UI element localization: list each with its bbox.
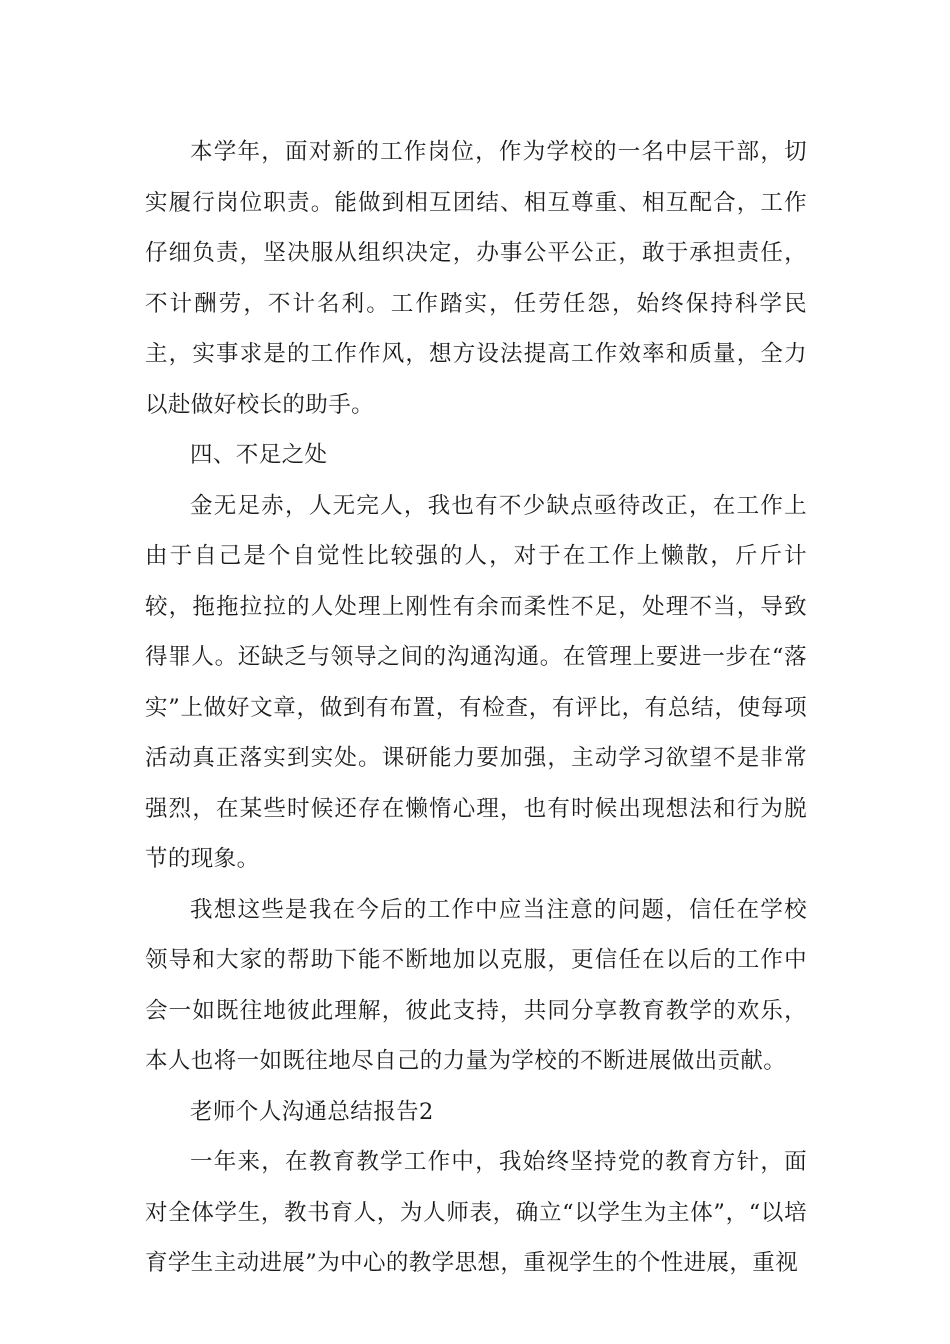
paragraph-report-2-intro: 一年来，在教育教学工作中，我始终坚持党的教育方针，面对全体学生，教书育人，为人师表，确立“以学生为主体”，“以培育学生主动进展”为中心的教学思想，重视学生的个性进展，重视 [145, 1149, 807, 1276]
paragraph-duties: 本学年，面对新的工作岗位，作为学校的一名中层干部，切实履行岗位职责。能做到相互团结、相互尊重、相互配合，工作仔细负责，坚决服从组织决定，办事公平公正，敢于承担责任，不计酬劳，不计名利。工作踏实，任劳任怨，始终保持科学民主，实事求是的工作作风，想方设法提高工作效率和质量，全力以赴做好校长的助手。 [145, 139, 807, 418]
report-title-2: 老师个人沟通总结报告2 [190, 1098, 434, 1125]
paragraph-resolution: 我想这些是我在今后的工作中应当注意的问题，信任在学校领导和大家的帮助下能不断地加以克服，更信任在以后的工作中会一如既往地彼此理解，彼此支持，共同分享教育教学的欢乐，本人也将一如既往地尽自己的力量为学校的不断进展做出贡献。 [145, 896, 807, 1074]
paragraph-shortcomings: 金无足赤，人无完人，我也有不少缺点亟待改正，在工作上由于自己是个自觉性比较强的人，对于在工作上懒散，斤斤计较，拖拖拉拉的人处理上刚性有余而柔性不足，处理不当，导致得罪人。还缺乏与领导之间的沟通沟通。在管理上要进一步在“落实”上做好文章，做到有布置，有检查，有评比，有总结，使每项活动真正落实到实处。课研能力要加强，主动学习欲望不是非常强烈，在某些时候还存在懒惰心理，也有时候出现想法和行为脱节的现象。 [145, 492, 807, 872]
section-heading-shortcomings: 四、不足之处 [190, 442, 328, 468]
document-page [145, 127, 807, 1289]
